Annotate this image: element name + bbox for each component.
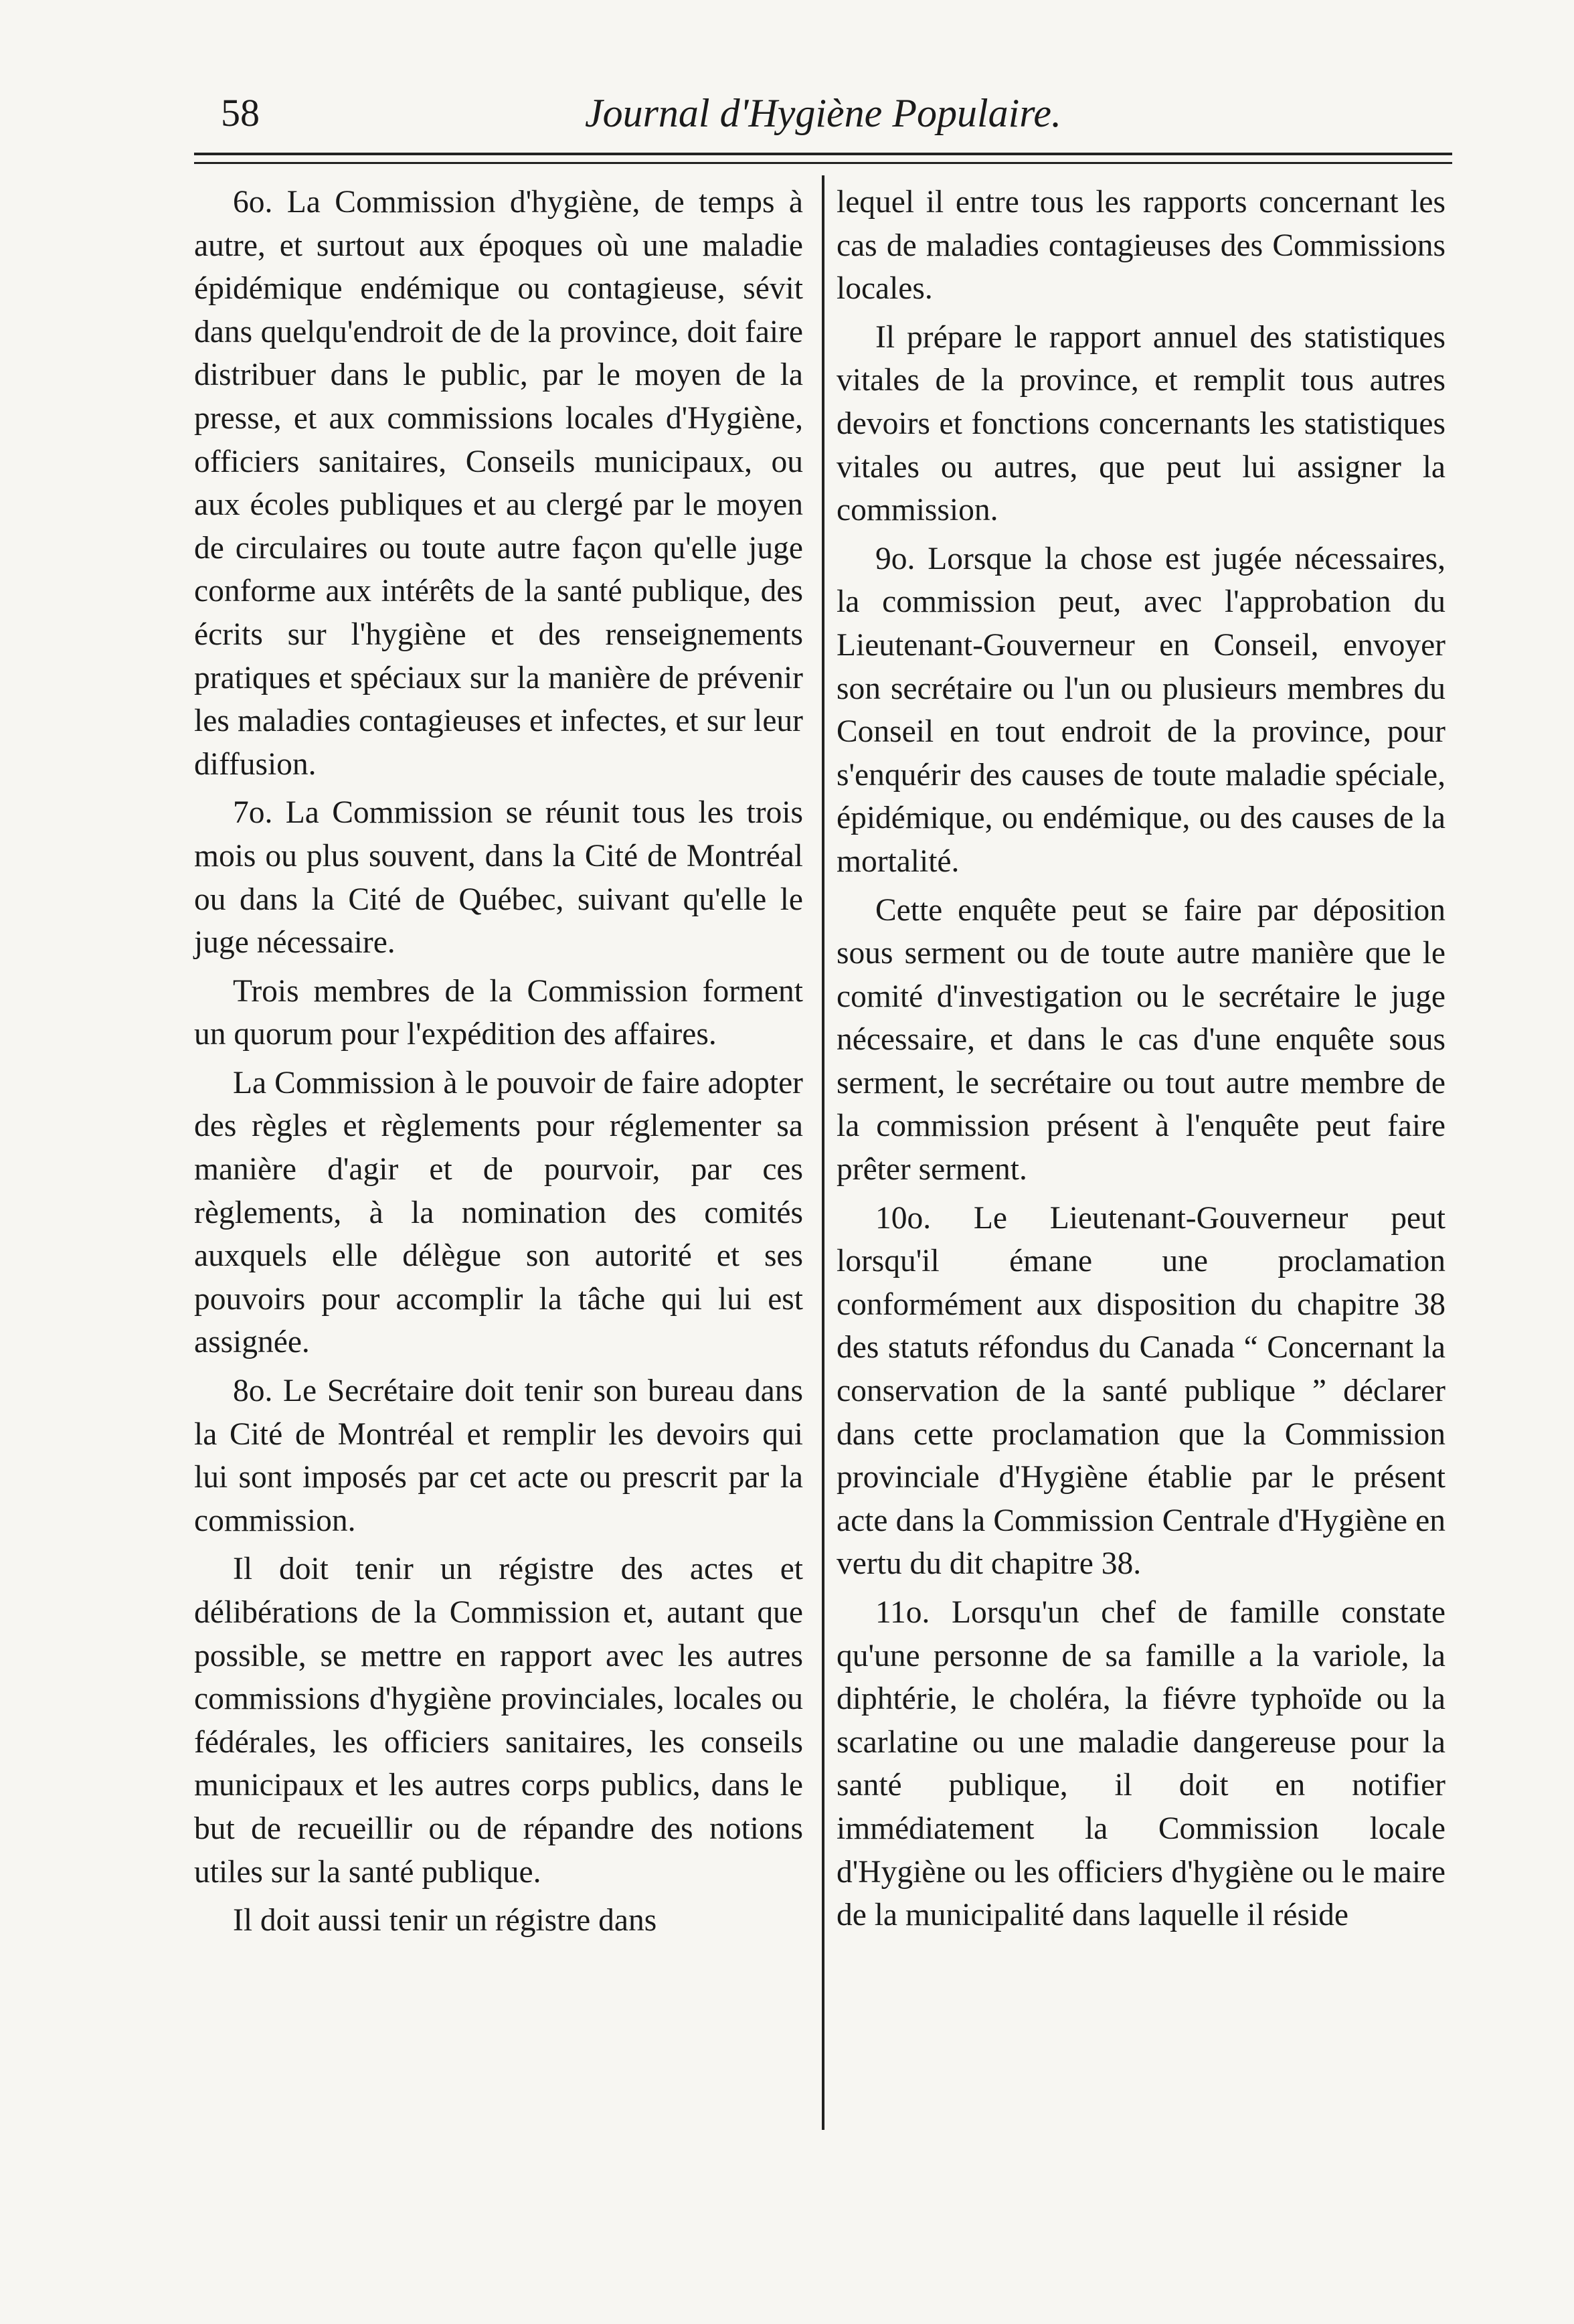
paragraph: 6o. La Commission d'hygiène, de temps à autre, et surtout aux époques où une maladie épidémique endémique ou contagieuse, sévit dans quelqu'endroit de de la province, doit faire distribuer dans le public, par le moyen de la presse, et aux commissions locales d'Hygiène, officiers sanitaires, Conseils municipaux, ou aux écoles publiques et au clergé par le moyen de circulaires ou toute autre façon qu'elle juge conforme aux intérêts de la santé publique, des écrits sur l'hygiène et des renseignements pratiques et spéciaux sur la manière de prévenir les maladies contagieuses et infectes, et sur leur diffusion. xyxy=(194,185,803,782)
paragraph: 7o. La Commission se réunit tous les trois mois ou plus souvent, dans la Cité de Montréal ou dans la Cité de Québec, suivant qu'elle le juge nécessaire. xyxy=(194,795,803,961)
paragraph: La Commission à le pouvoir de faire adopter des règles et règlements pour réglementer sa manière d'agir et de pourvoir, par ces règlements, à la nomination des comités auxquels elle délègue son autorité et ses pouvoirs pour accomplir la tâche qui lui est assignée. xyxy=(194,1065,803,1360)
page-number: 58 xyxy=(221,91,260,135)
paragraph: Trois membres de la Commission forment un quorum pour l'expédition des affaires. xyxy=(194,973,803,1052)
page-header xyxy=(194,84,1452,151)
paragraph: 9o. Lorsque la chose est jugée nécessaires, la commission peut, avec l'approbation du Lieutenant-Gouverneur en Conseil, envoyer son secrétaire ou l'un ou plusieurs membres du Conseil en tout endroit de la province, pour s'enquérir des causes de toute maladie spéciale, épidémique, ou endémique, ou des causes de la mortalité. xyxy=(837,541,1446,879)
paragraph: Cette enquête peut se faire par déposition sous serment ou de toute autre manière que le comité d'investigation ou le secrétaire le juge nécessaire, et dans le cas d'une enquête sous serment, le secrétaire ou tout autre membre de la commission présent à l'enquête peut faire prêter serment. xyxy=(837,892,1446,1187)
right-column xyxy=(837,181,1446,1942)
paragraph: Il doit tenir un régistre des actes et délibérations de la Commission et, autant que possible, se mettre en rapport avec les autres commissions d'hygiène provinciales, locales ou fédérales, les officiers sanitaires, les conseils municipaux et les autres corps publics, dans le but de recueillir ou de répandre des notions utiles sur la santé publique. xyxy=(194,1552,803,1890)
paragraph: Il doit aussi tenir un régistre dans xyxy=(233,1903,657,1938)
column-divider xyxy=(822,175,824,2130)
paragraph: 8o. Le Secrétaire doit tenir son bureau dans la Cité de Montréal et remplir les devoirs qui lui sont imposés par cet acte ou prescrit par la commission. xyxy=(194,1374,803,1538)
paragraph: 11o. Lorsqu'un chef de famille constate qu'une personne de sa famille a la variole, la diphtérie, le choléra, la fiévre typhoïde ou la scarlatine ou une maladie dangereuse pour la santé publique, il doit en notifier immédiatement la Commission locale d'Hygiène ou les officiers d'hygiène ou le maire de la municipalité dans laquelle il réside xyxy=(837,1595,1446,1933)
paragraph: Il prépare le rapport annuel des statistiques vitales de la province, et remplit tous autres devoirs et fonctions concernants les statistiques vitales ou autres, que peut lui assigner la commission. xyxy=(837,319,1446,528)
left-column xyxy=(194,181,803,1948)
header-rule-bottom xyxy=(194,162,1452,164)
paragraph: lequel il entre tous les rapports concernant les cas de maladies contagieuses des Commissions locales. xyxy=(837,185,1446,307)
header-rule-top xyxy=(194,153,1452,155)
running-title: Journal d'Hygiène Populaire. xyxy=(584,91,1062,135)
paragraph: 10o. Le Lieutenant-Gouverneur peut lorsqu'il émane une proclamation conformément aux disposition du chapitre 38 des statuts réfondus du Canada “ Concernant la conservation de la santé publique ” déclarer dans cette proclamation que la Commission provinciale d'Hygiène établie par le présent acte dans la Commission Centrale d'Hygiène en vertu du dit chapitre 38. xyxy=(837,1200,1446,1582)
